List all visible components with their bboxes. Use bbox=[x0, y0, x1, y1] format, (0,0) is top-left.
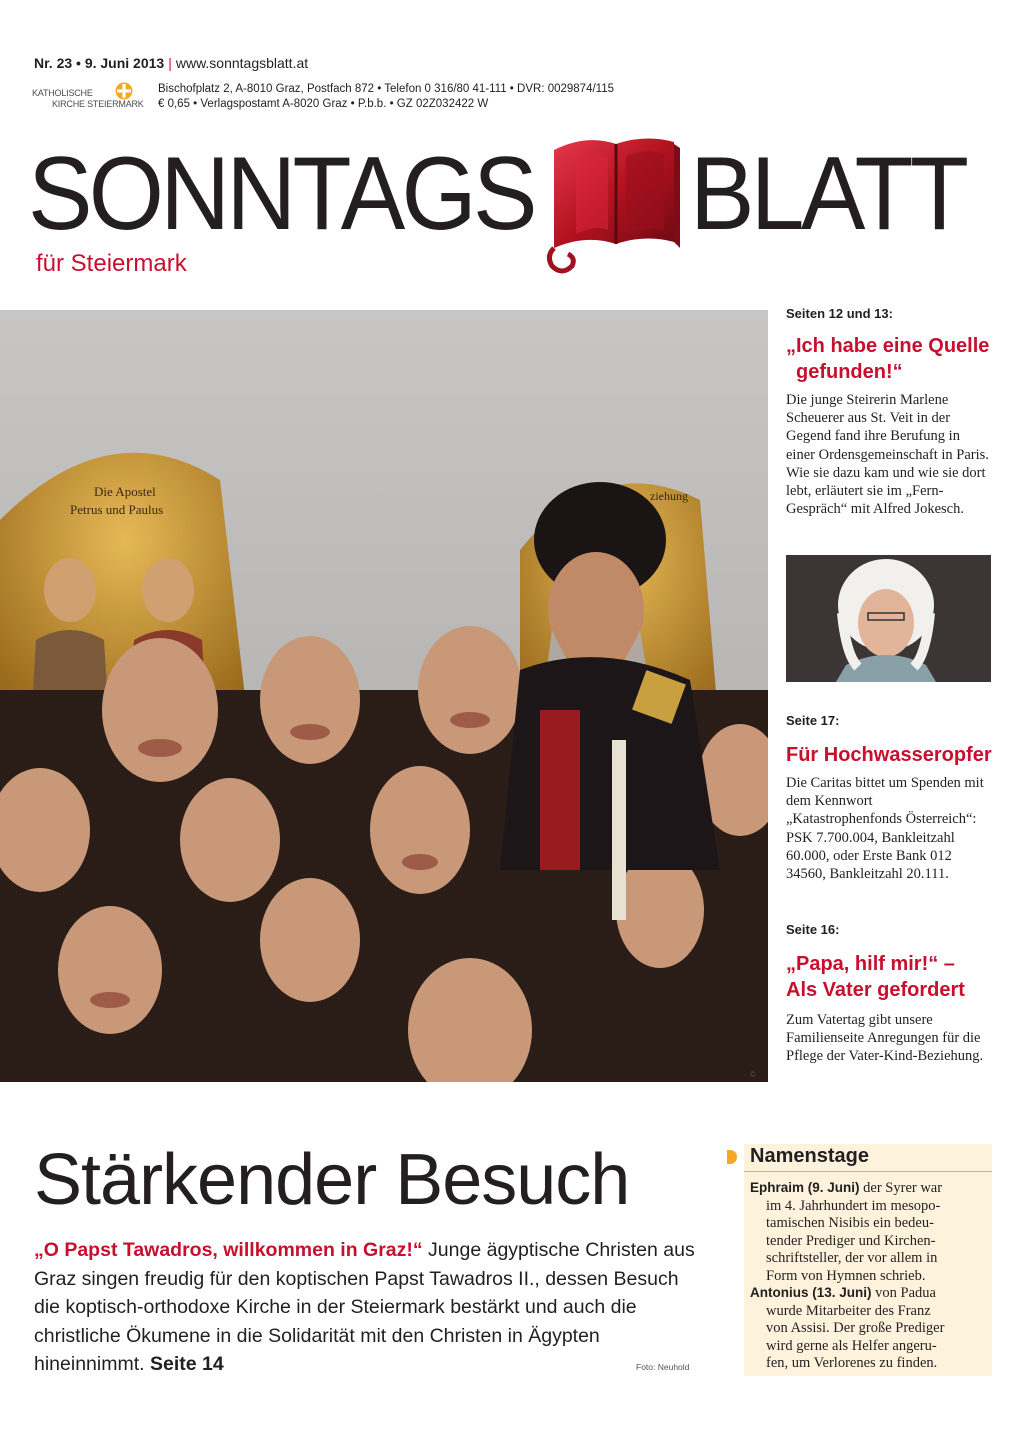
teaser-headline bbox=[786, 333, 992, 385]
teaser-kicker: Seiten 12 und 13: bbox=[786, 306, 893, 321]
teaser-body: Die junge Steirerin Marlene Scheuerer aus St. Veit in der Gegend fand ihre Berufung in einer Ordensgemeinschaft in Paris. Wie sie dazu kam und wie sie dort lebt, erläutert sie im „Fern-Gespräch“ mit Alfred Jokesch. bbox=[786, 392, 989, 518]
namenstag-text: Form von Hymnen schrieb. bbox=[766, 1267, 926, 1284]
photo-credit: Foto: Neuhold bbox=[636, 1362, 690, 1372]
namenstag-entry-antonius bbox=[750, 1284, 982, 1373]
teaser-kicker: Seite 17: bbox=[786, 713, 840, 728]
bullet-marker-icon bbox=[727, 1150, 737, 1164]
sidebar-photo bbox=[786, 555, 991, 682]
icon-caption-right: ziehung bbox=[650, 489, 688, 503]
issue-separator: | bbox=[168, 55, 172, 71]
icon-caption-left-2: Petrus und Paulus bbox=[70, 502, 164, 517]
teaser-headline: Für Hochwasseropfer bbox=[786, 744, 992, 766]
icon-caption-left-1: Die Apostel bbox=[94, 484, 156, 499]
namenstag-text: wird gerne als Helfer angeru- bbox=[766, 1337, 937, 1354]
red-book-icon bbox=[546, 130, 686, 280]
teaser-headline-line-2: gefunden!“ bbox=[796, 361, 903, 383]
lead-text: Junge ägyptische Christen aus Graz singen freudig für den koptischen Papst Tawadros II., dessen Besuch die koptisch-orthodoxe Kirche in der Steiermark bestärkt und auch die christliche Ökumene in die Solidarität mit den Christen in Ägypten hineinnimmt. bbox=[34, 1239, 695, 1375]
namenstage-title: Namenstage bbox=[750, 1145, 869, 1167]
publisher-address bbox=[158, 82, 614, 112]
katholische-kirche-logo bbox=[30, 82, 152, 112]
namenstag-text: tender Prediger und Kirchen- bbox=[766, 1232, 936, 1249]
main-headline[interactable]: Stärkender Besuch bbox=[34, 1140, 630, 1220]
masthead-right: BLATT bbox=[690, 136, 966, 252]
namenstag-name: Antonius (13. Juni) bbox=[750, 1285, 872, 1300]
issue-number-date: Nr. 23 • 9. Juni 2013 bbox=[34, 55, 165, 71]
masthead-left: SONNTAGS bbox=[28, 136, 534, 252]
teaser-vatertag[interactable] bbox=[786, 922, 992, 1066]
masthead-subtitle: für Steiermark bbox=[36, 250, 187, 277]
issue-line bbox=[34, 55, 308, 71]
lead-page-ref[interactable]: Seite 14 bbox=[149, 1353, 224, 1375]
lead-quote: „O Papst Tawadros, willkommen in Graz!“ bbox=[34, 1239, 423, 1261]
teaser-headline-line-2: Als Vater gefordert bbox=[786, 979, 965, 1001]
teaser-body: Zum Vatertag gibt unsere Familienseite Anregungen für die Pflege der Vater-Kind-Beziehung. bbox=[786, 1012, 984, 1065]
namenstag-text: wurde Mitarbeiter des Franz bbox=[766, 1302, 931, 1319]
namenstag-text: tamischen Nisibis ein bedeu- bbox=[766, 1215, 934, 1232]
namenstag-text: im 4. Jahrhundert im mesopo- bbox=[766, 1197, 941, 1214]
address-line-2: € 0,65 • Verlagspostamt A-8020 Graz • P.b.b. • GZ 02Z032422 W bbox=[158, 98, 489, 110]
teaser-quelle[interactable] bbox=[786, 306, 992, 518]
photo-credit-mark: © bbox=[750, 1070, 756, 1079]
teaser-body: Die Caritas bittet um Spenden mit dem Kennwort „Katastrophenfonds Österreich“: PSK 7.700.004, Bankleitzahl 60.000, oder Erste Bank 012 34560, Bankleitzahl 20.111. bbox=[786, 775, 984, 883]
teaser-kicker: Seite 16: bbox=[786, 922, 840, 937]
cover-photo bbox=[0, 310, 768, 1082]
main-lead bbox=[34, 1236, 704, 1379]
teaser-hochwasser[interactable] bbox=[786, 713, 992, 883]
logo-text-line2: KIRCHE STEIERMARK bbox=[52, 99, 144, 109]
website-link[interactable]: www.sonntagsblatt.at bbox=[175, 55, 309, 71]
teaser-headline-line-1: „Papa, hilf mir!“ – bbox=[786, 953, 955, 975]
namenstag-text: schriftsteller, der vor allem in bbox=[766, 1250, 938, 1267]
namenstag-text: fen, um Verlorenes zu finden. bbox=[766, 1355, 938, 1372]
teaser-headline bbox=[786, 951, 992, 1003]
cross-icon bbox=[115, 82, 133, 100]
address-line-1: Bischofplatz 2, A-8010 Graz, Postfach 872 • Telefon 0 316/80 41-111 • DVR: 0029874/115 bbox=[158, 83, 615, 95]
namenstag-entry-ephraim bbox=[750, 1179, 982, 1286]
teaser-headline-line-1: „Ich habe eine Quelle bbox=[786, 335, 990, 357]
namenstag-text: der Syrer war bbox=[859, 1180, 943, 1196]
namenstag-text: von Padua bbox=[871, 1285, 936, 1301]
logo-text-line1: KATHOLISCHE bbox=[32, 88, 93, 98]
namenstag-text: von Assisi. Der große Prediger bbox=[766, 1320, 945, 1337]
namenstag-name: Ephraim (9. Juni) bbox=[750, 1180, 860, 1195]
